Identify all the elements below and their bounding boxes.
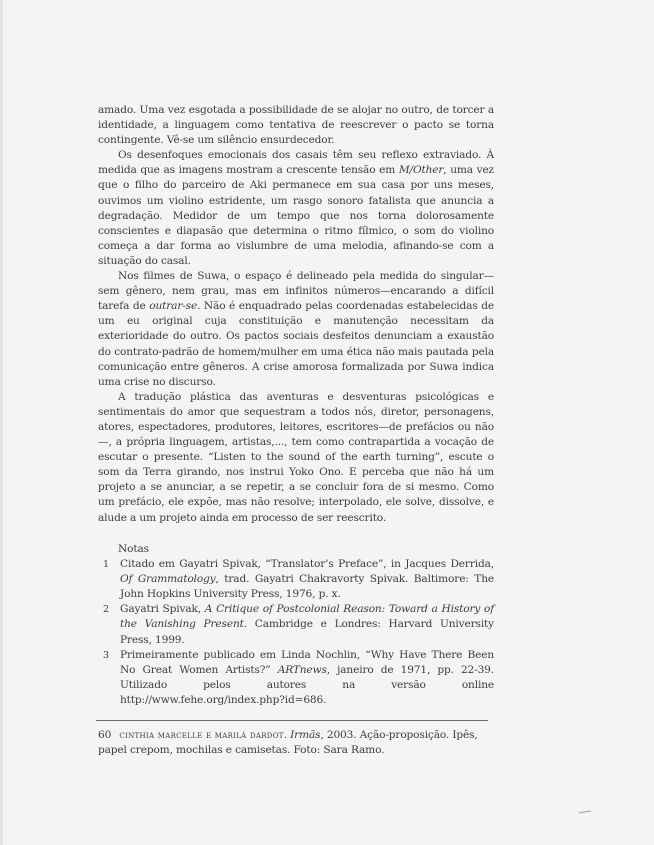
- note-item: 3 Primeiramente publicado em Linda Nochlin, “Why Have There Been No Great Women Artists?” ARTnews, janeiro de 1971, pp. 22-39. Utilizado pelos autores na versão online http://www.fehe.org/index.php?id=686.: [103, 648, 494, 706]
- notes-section: [98, 542, 494, 708]
- note-number: 3: [103, 649, 109, 661]
- note-item: 2 Gayatri Spivak, A Critique of Postcolonial Reason: Toward a History of the Vanishing Present. Cambridge e Londres: Harvard University Press, 1999.: [103, 603, 495, 646]
- ink-mark: [578, 810, 592, 814]
- note-item: 1 Citado em Gayatri Spivak, “Translator’s Preface”, in Jacques Derrida, Of Grammatology, trad. Gayatri Chakravorty Spivak. Baltimore: The John Hopkins University Press, 1976, p. x.: [103, 558, 494, 601]
- term-outrar-se: outrar-se: [149, 300, 198, 313]
- notes-title: Notas: [118, 543, 149, 555]
- figure-caption: 60 cinthia marcelle e marilá dardot. Irmãs, 2003. Ação-proposição. Ipês, papel crepom, mochilas e camisetas. Foto: Sara Ramo.: [98, 729, 478, 757]
- note-number: 2: [103, 604, 109, 616]
- paragraph-4: A tradução plástica das aventuras e desventuras psicológicas e sentimentais do amor que sequestram a todos nós, diretor, personagens, atores, espectadores, produtores, leitores, escritores—de prefácios ou não—, a própria linguagem, artistas,..., tem como contrapartida a vocação de escutar o presente. “Listen to the sound of the earth turning”, escute o som da Terra girando, nos instrui Yoko Ono. E perceba que não há um projeto a se anunciar, a se repetir, a se concluir fora de si mesmo. Como um prefácio, ele expõe, mas não resolve; interpolado, ele solve, dissolve, e alude a um projeto ainda em processo de ser reescrito.: [98, 390, 494, 524]
- body-text: [98, 103, 494, 526]
- caption-artists: cinthia marcelle e marilá dardot: [119, 730, 284, 741]
- caption-work-title: Irmãs: [290, 729, 321, 741]
- page-number: 60: [98, 729, 112, 741]
- page-edge: [0, 0, 3, 845]
- film-title-mother: M/Other: [398, 164, 444, 177]
- note-number: 1: [103, 559, 109, 571]
- paragraph-1: amado. Uma vez esgotada a possibilidade de se alojar no outro, de torcer a identidade, a linguagem como tentativa de reescrever o pacto se torna contingente. Vê-se um silêncio ensurdecedor.: [98, 104, 494, 147]
- paragraph-3: Nos filmes de Suwa, o espaço é delineado pela medida do singular—sem gênero, nem grau, mas em infinitos números—encarando a difícil tarefa de outrar-se. Não é enquadrado pelas coordenadas estabelecidas de um eu original cuja constituição e manutenção necessitam da exterioridade do outro. Os pactos sociais desfeitos denunciam a exaustão do contrato-padrão de homem/mulher em uma ética não mais pautada pela comunicação entre gêneros. A crise amorosa formalizada por Suwa indica uma crise no discurso.: [98, 270, 494, 388]
- caption-divider: [96, 720, 488, 721]
- paragraph-2: Os desenfoques emocionais dos casais têm seu reflexo extraviado. À medida que as imagens mostram a crescente tensão em M/Other, uma vez que o filho do parceiro de Aki permanece em sua casa por uns meses, ouvimos um violino estridente, um rasgo sonoro fatalista que anuncia a degradação. Medidor de um tempo que nos torna dolorosamente conscientes e diapasão que determina o ritmo fílmico, o som do violino começa a dar forma ao vislumbre de uma melodia, afinando-se com a situação do casal.: [98, 149, 494, 267]
